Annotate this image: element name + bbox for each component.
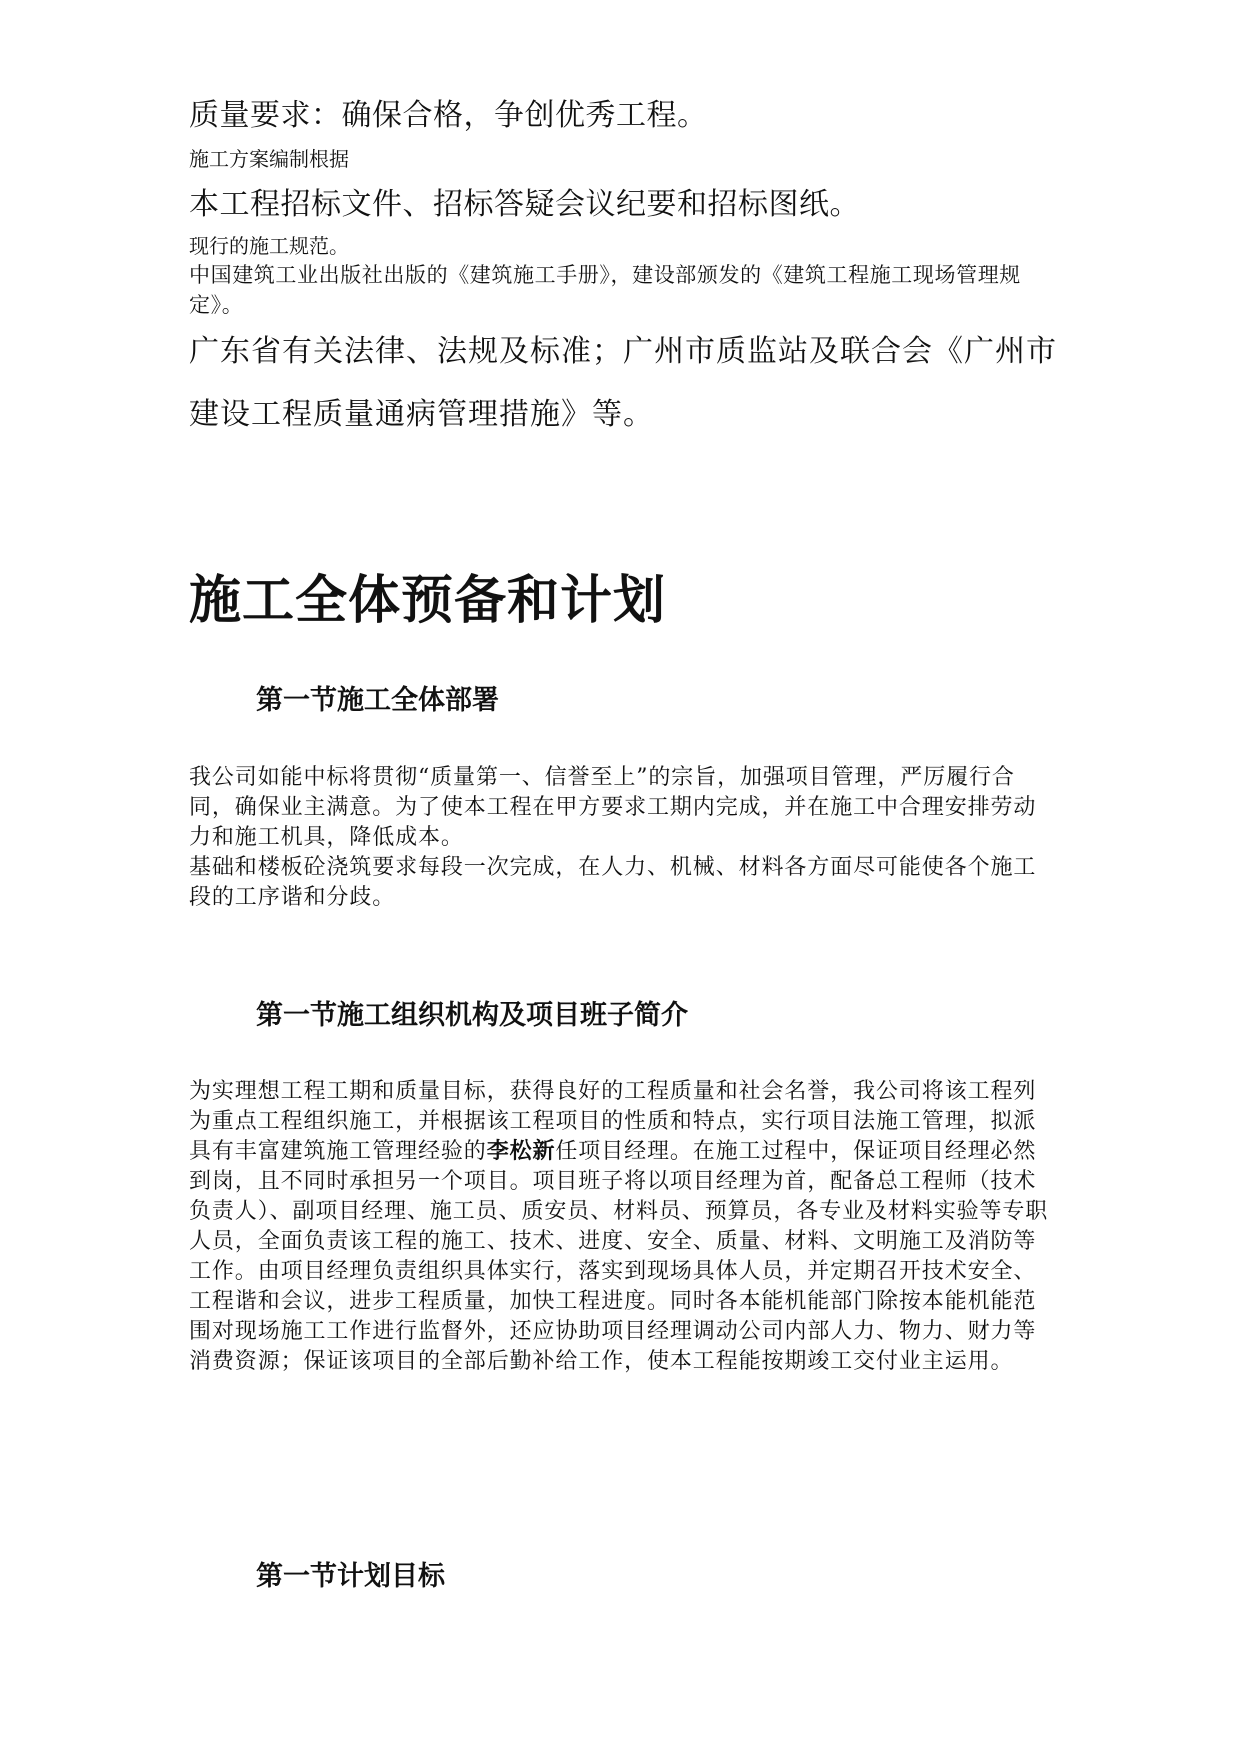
section-title-overall-deployment: 第一节施工全体部署 <box>256 685 499 716</box>
basis-item-tender-documents: 本工程招标文件、招标答疑会议纪要和招标图纸。 <box>189 187 860 222</box>
organization-paragraph <box>189 1077 1057 1377</box>
basis-heading: 施工方案编制根据 <box>189 147 349 171</box>
overall-deployment-paragraph-2: 基础和楼板砼浇筑要求每段一次完成，在人力、机械、材料各方面尽可能使各个施工段的工序谐和分歧。 <box>189 855 1037 910</box>
chapter-title: 施工全体预备和计划 <box>189 571 667 631</box>
basis-item-handbook-and-regulations: 中国建筑工业出版社出版的《建筑施工手册》，建设部颁发的《建筑工程施工现场管理规定》。 <box>189 263 1021 317</box>
section-title-plan-objectives: 第一节计划目标 <box>256 1561 445 1592</box>
project-manager-name: 李松新 <box>486 1139 556 1164</box>
section-title-organization: 第一节施工组织机构及项目班子简介 <box>256 1000 688 1031</box>
overall-deployment-paragraph-1: 我公司如能中标将贯彻“质量第一、信誉至上”的宗旨，加强项目管理，严厉履行合同，确保业主满意。为了使本工程在甲方要求工期内完成，并在施工中合理安排劳动力和施工机具，降低成本。 <box>189 765 1037 850</box>
quality-requirement-text: 质量要求：确保合格，争创优秀工程。 <box>189 98 708 133</box>
basis-item-current-specifications: 现行的施工规范。 <box>189 234 349 258</box>
organization-paragraph-intro: 为实理想工程工期和质量目标，获得良好的工程质量和社会名誉，我公司将该工程列为重点工程组织施工，并根据该工程项目的性质和特点，实行项目法施工管理，拟派具有丰富建筑施工管理经验的 <box>189 1079 1037 1164</box>
organization-paragraph-details: 任项目经理。在施工过程中，保证项目经理必然到岗，且不同时承担另一个项目。项目班子将以项目经理为首，配备总工程师（技术负责人）、副项目经理、施工员、质安员、材料员、预算员，各专业及材料实验等专职人员，全面负责该工程的施工、技术、进度、安全、质量、材料、文明施工及消防等工作。由项目经理负责组织具体实行，落实到现场具体人员，并定期召开技术安全、工程谐和会议，进步工程质量，加快工程进度。同时各本能机能部门除按本能机能范围对现场施工工作进行监督外，还应协助项目经理调动公司内部人力、物力、财力等消费资源；保证该项目的全部后勤补给工作，使本工程能按期竣工交付业主运用。 <box>189 1139 1049 1374</box>
basis-item-guangdong-standards: 广东省有关法律、法规及标准；广州市质监站及联合会《广州市建设工程质量通病管理措施》等。 <box>189 334 1057 432</box>
